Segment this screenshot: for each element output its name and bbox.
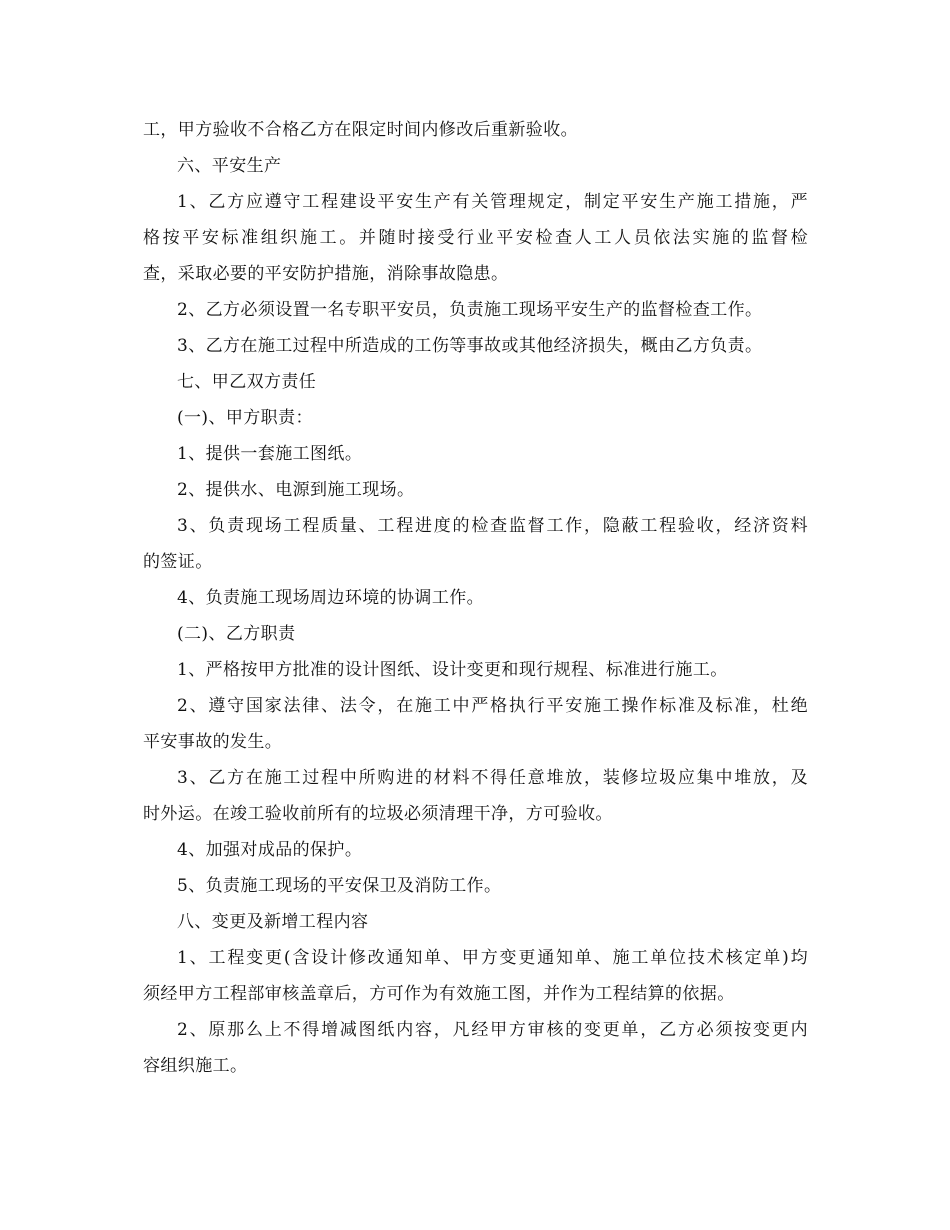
text-line: 4、负责施工现场周边环境的协调工作。 <box>177 588 485 608</box>
text-line: 2、提供水、电源到施工现场。 <box>177 480 415 500</box>
text-line: 5、负责施工现场的平安保卫及消防工作。 <box>177 876 502 896</box>
text-line: 时外运。在竣工验收前所有的垃圾必须清理干净，方可验收。 <box>143 804 613 824</box>
section-heading: 八、变更及新增工程内容 <box>177 912 369 932</box>
subsection-heading: (一)、甲方职责： <box>177 408 313 428</box>
text-line: 1、提供一套施工图纸。 <box>177 444 363 464</box>
text-line: 1、工程变更(含设计修改通知单、甲方变更通知单、施工单位技术核定单)均 <box>177 948 808 968</box>
text-line: 格按平安标准组织施工。并随时接受行业平安检查人工人员依法实施的监督检 <box>143 228 808 248</box>
text-line: 3、负责现场工程质量、工程进度的检查监督工作，隐蔽工程验收，经济资料 <box>177 516 808 536</box>
text-line: 2、遵守国家法律、法令，在施工中严格执行平安施工操作标准及标准，杜绝 <box>177 696 808 716</box>
text-line: 1、乙方应遵守工程建设平安生产有关管理规定，制定平安生产施工措施，严 <box>177 192 808 212</box>
text-line: 2、原那么上不得增减图纸内容，凡经甲方审核的变更单，乙方必须按变更内 <box>177 1020 808 1040</box>
document-body <box>143 112 808 1084</box>
text-line: 4、加强对成品的保护。 <box>177 840 363 860</box>
text-line: 2、乙方必须设置一名专职平安员，负责施工现场平安生产的监督检查工作。 <box>177 300 763 320</box>
text-line: 查，采取必要的平安防护措施，消除事故隐患。 <box>143 264 509 284</box>
text-line: 工，甲方验收不合格乙方在限定时间内修改后重新验收。 <box>143 120 578 140</box>
text-line: 须经甲方工程部审核盖章后，方可作为有效施工图，并作为工程结算的依据。 <box>143 984 735 1004</box>
text-line: 3、乙方在施工过程中所造成的工伤等事故或其他经济损失，概由乙方负责。 <box>177 336 763 356</box>
section-heading: 七、甲乙双方责任 <box>177 372 317 392</box>
text-line: 3、乙方在施工过程中所购进的材料不得任意堆放，装修垃圾应集中堆放，及 <box>177 768 808 788</box>
text-line: 的签证。 <box>143 552 213 572</box>
section-heading: 六、平安生产 <box>177 156 282 176</box>
text-line: 容组织施工。 <box>143 1056 248 1076</box>
text-line: 1、严格按甲方批准的设计图纸、设计变更和现行规程、标准进行施工。 <box>177 660 728 680</box>
text-line: 平安事故的发生。 <box>143 732 283 752</box>
subsection-heading: (二)、乙方职责 <box>177 624 296 644</box>
